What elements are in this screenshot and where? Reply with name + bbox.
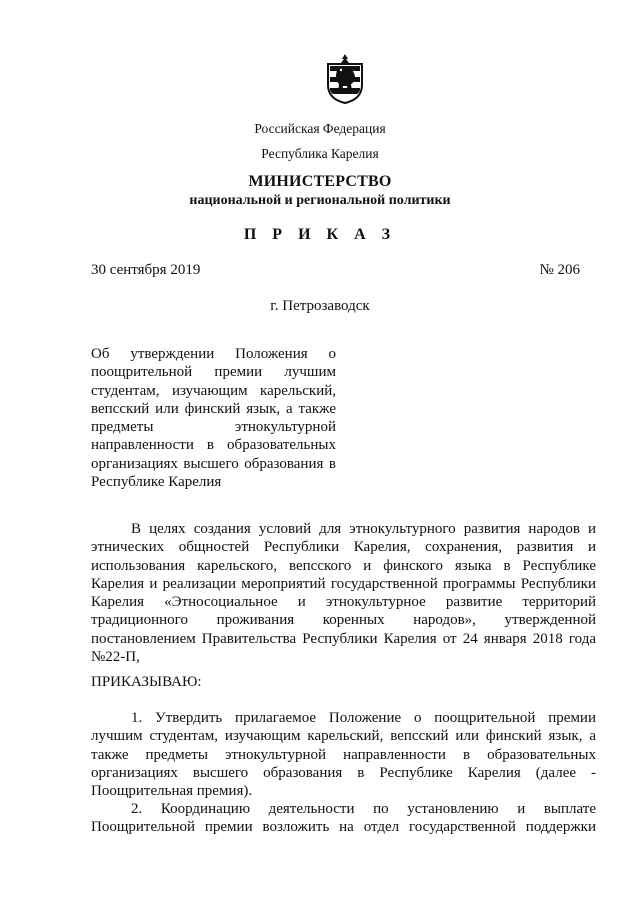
order-item-1 (91, 709, 596, 800)
coat-of-arms-emblem (325, 52, 365, 104)
orders-word: ПРИКАЗЫВАЮ: (91, 674, 202, 690)
order-item-2 (91, 800, 596, 837)
federation-label: Российская Федерация (254, 121, 386, 136)
preamble-line: В целях создания условий для этнокультурного развития народов и (131, 521, 596, 537)
item-line: организациях высшего образования в Республике Карелия (далее - (91, 764, 596, 781)
subject-line: поощрительной премии лучшим (91, 364, 336, 381)
item-line: также предметы этнокультурной направленности в образовательных (91, 746, 596, 763)
preamble-line: этнических общностей Республики Карелия, сохранения, развития и (91, 539, 596, 556)
item-line: лучшим студентам, изучающим карельский, вепсский или финский язык, а (91, 728, 596, 745)
ministry-subtitle: национальной и региональной политики (189, 193, 451, 208)
order-number: № 206 (539, 262, 580, 278)
subject-line: студентам, изучающим карельский, (91, 382, 336, 399)
subject-line: вепсский или финский язык, а также (91, 400, 336, 417)
item-line: Поощрительной премии возложить на отдел государственной поддержки (91, 819, 596, 836)
subject-line: организациях высшего образования в (91, 455, 336, 472)
preamble-line: традиционного проживания коренных народов», утвержденной (91, 612, 596, 629)
document-type-heading: П Р И К А З (243, 226, 397, 243)
preamble-paragraph (91, 520, 596, 666)
item-line: Поощрительная премия). (91, 783, 253, 800)
preamble-line: Карелия и реализации мероприятий государственной программы Республики (91, 575, 596, 592)
order-date: 30 сентября 2019 (91, 262, 201, 278)
subject-line: предметы этнокультурной (91, 419, 336, 436)
ministry-title: МИНИСТЕРСТВО (248, 173, 392, 190)
republic-label: Республика Карелия (261, 146, 379, 161)
order-subject (91, 345, 336, 491)
order-city: г. Петрозаводск (270, 298, 370, 314)
preamble-line: использования карельского, вепсского и финского языка в Республике (91, 557, 596, 574)
item-line: 1. Утвердить прилагаемое Положение о поощрительной премии (131, 710, 596, 726)
preamble-line: постановлением Правительства Республики Карелия от 24 января 2018 года (91, 630, 596, 647)
preamble-line: №22-П, (91, 649, 140, 666)
subject-line: Об утверждении Положения о (91, 346, 336, 362)
preamble-line: Карелия «Этносоциальное и этнокультурное развитие территорий (91, 594, 596, 611)
subject-line: направленности в образовательных (91, 437, 336, 454)
subject-line: Республике Карелия (91, 474, 222, 491)
item-line: 2. Координацию деятельности по установлению и выплате (131, 801, 596, 817)
